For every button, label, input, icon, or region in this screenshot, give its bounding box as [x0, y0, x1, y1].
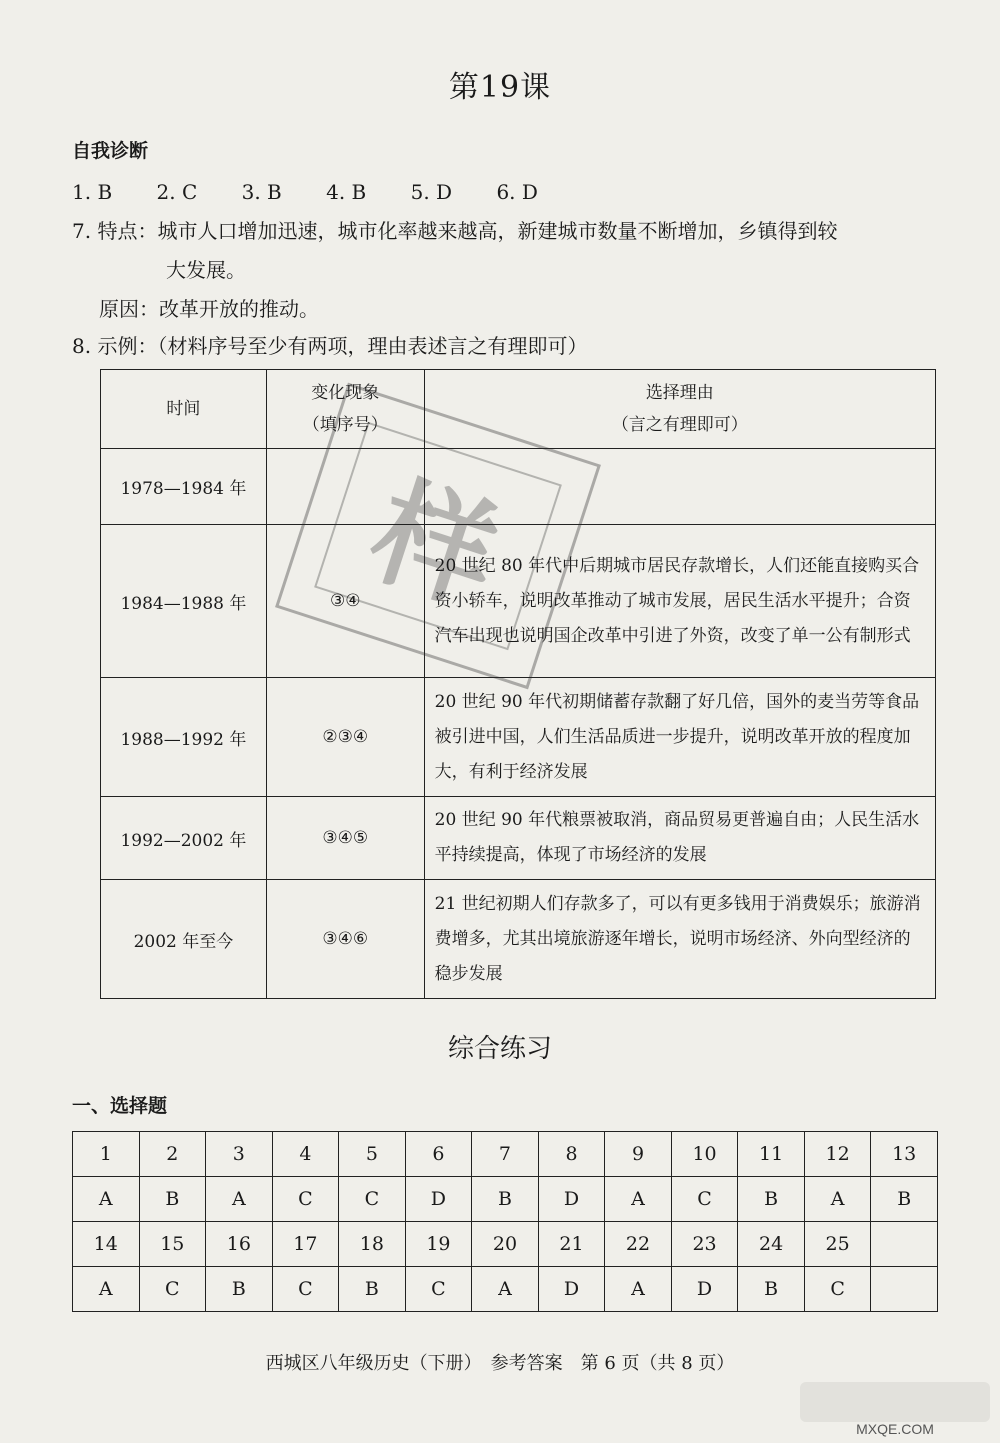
header-change-line1: 变化现象	[311, 383, 380, 403]
row-nums: ③④⑥	[266, 880, 424, 999]
answer-cell: C	[272, 1267, 339, 1312]
question-number-cell: 12	[804, 1132, 871, 1177]
question-number-cell: 6	[405, 1132, 472, 1177]
page-footer: 西城区八年级历史（下册） 参考答案 第 6 页（共 8 页）	[265, 1353, 735, 1374]
question-number-cell: 8	[538, 1132, 605, 1177]
row-nums: ③④⑤	[266, 797, 424, 880]
answer-cell: B	[139, 1177, 206, 1222]
answer-cell: A	[206, 1177, 273, 1222]
row-reason: 20 世纪 80 年代中后期城市居民存款增长，人们还能直接购买合资小轿车，说明改革推动了城市发展，居民生活水平提升；合资汽车出现也说明国企改革中引进了外资，改变了单一公有制形式	[424, 525, 935, 678]
stamp-text: 样	[314, 422, 562, 651]
answer-cell: B	[738, 1267, 805, 1312]
question-number-cell: 17	[272, 1222, 339, 1267]
question-number-cell: 15	[139, 1222, 206, 1267]
answer-cell: A	[73, 1267, 140, 1312]
question-number-cell: 18	[339, 1222, 406, 1267]
question-number-cell: 1	[73, 1132, 140, 1177]
question-number-cell: 11	[738, 1132, 805, 1177]
answer-cell: C	[339, 1177, 406, 1222]
answer-row	[73, 1177, 938, 1222]
answer-cell: D	[538, 1177, 605, 1222]
question-number-cell: 21	[538, 1222, 605, 1267]
mc-answer: 2. C	[156, 180, 198, 204]
row-reason: 21 世纪初期人们存款多了，可以有更多钱用于消费娱乐；旅游消费增多，尤其出境旅游逐年增长，说明市场经济、外向型经济的稳步发展	[424, 880, 935, 999]
q7-line1: 7. 特点：城市人口增加迅速，城市化率越来越高，新建城市数量不断增加，乡镇得到较	[72, 219, 838, 243]
answer-cell: A	[605, 1267, 672, 1312]
row-nums: ③④	[266, 525, 424, 678]
answer-cell: C	[139, 1267, 206, 1312]
table-row	[101, 880, 936, 999]
choice-answer-table	[72, 1131, 938, 1312]
question-number-cell: 24	[738, 1222, 805, 1267]
question-number-cell: 5	[339, 1132, 406, 1177]
mc-answer: 3. B	[241, 180, 282, 204]
header-time: 时间	[101, 370, 267, 449]
answer-cell	[871, 1267, 938, 1312]
answer-cell: C	[671, 1177, 738, 1222]
answer-cell: A	[804, 1177, 871, 1222]
header-reason-line2: （言之有理即可）	[611, 415, 748, 435]
question-number-row	[73, 1222, 938, 1267]
question-number-cell: 20	[472, 1222, 539, 1267]
row-reason: 20 世纪 90 年代粮票被取消，商品贸易更普遍自由；人民生活水平持续提高，体现了市场经济的发展	[424, 797, 935, 880]
answer-cell: D	[405, 1177, 472, 1222]
question-number-cell: 3	[206, 1132, 273, 1177]
answer-cell: B	[738, 1177, 805, 1222]
question-number-cell: 13	[871, 1132, 938, 1177]
watermark-logo	[800, 1382, 990, 1438]
answer-cell: D	[538, 1267, 605, 1312]
mc-answer: 6. D	[496, 180, 538, 204]
table-header-row	[101, 370, 936, 449]
row-time: 1978—1984 年	[101, 449, 267, 525]
section-title: 综合练习	[447, 1034, 552, 1064]
question-number-cell: 2	[139, 1132, 206, 1177]
row-time: 1992—2002 年	[101, 797, 267, 880]
answer-cell: C	[804, 1267, 871, 1312]
answer-cell: B	[206, 1267, 273, 1312]
answer-cell: A	[605, 1177, 672, 1222]
watermark-text: MXQE.COM	[856, 1421, 934, 1437]
row-time: 2002 年至今	[101, 880, 267, 999]
header-change-line2: （填序号）	[302, 415, 388, 435]
watermark-bg	[800, 1382, 990, 1422]
question-number-cell: 10	[671, 1132, 738, 1177]
row-nums: ②③④	[266, 678, 424, 797]
question-number-cell: 14	[73, 1222, 140, 1267]
choice-section-heading: 一、选择题	[72, 1095, 168, 1117]
row-reason: 20 世纪 90 年代初期储蓄存款翻了好几倍，国外的麦当劳等食品被引进中国，人们生活品质进一步提升，说明改革开放的程度加大，有利于经济发展	[424, 678, 935, 797]
question-number-cell: 22	[605, 1222, 672, 1267]
answer-row	[73, 1267, 938, 1312]
question-number-cell: 25	[804, 1222, 871, 1267]
question-number-cell	[871, 1222, 938, 1267]
question-number-row	[73, 1132, 938, 1177]
self-diagnosis-heading: 自我诊断	[72, 140, 149, 162]
question-number-cell: 19	[405, 1222, 472, 1267]
q8-instruction: 8. 示例：（材料序号至少有两项，理由表述言之有理即可）	[72, 334, 588, 358]
answer-cell: A	[73, 1177, 140, 1222]
answer-cell: B	[472, 1177, 539, 1222]
q7-reason: 原因：改革开放的推动。	[99, 297, 319, 321]
answer-cell: C	[272, 1177, 339, 1222]
question-number-cell: 9	[605, 1132, 672, 1177]
row-time: 1988—1992 年	[101, 678, 267, 797]
mc-answers	[72, 176, 576, 208]
answer-cell: C	[405, 1267, 472, 1312]
mc-answer: 5. D	[410, 180, 453, 204]
answer-cell: B	[339, 1267, 406, 1312]
question-number-cell: 23	[671, 1222, 738, 1267]
mc-answer: 1. B	[72, 180, 113, 204]
lesson-title: 第19课	[448, 70, 552, 105]
question-number-cell: 4	[272, 1132, 339, 1177]
answer-cell: B	[871, 1177, 938, 1222]
answer-cell: D	[671, 1267, 738, 1312]
question-number-cell: 16	[206, 1222, 273, 1267]
table-row	[101, 797, 936, 880]
row-time: 1984—1988 年	[101, 525, 267, 678]
question-number-cell: 7	[472, 1132, 539, 1177]
answer-cell: A	[472, 1267, 539, 1312]
q7-line2: 大发展。	[166, 258, 246, 282]
header-reason-line1: 选择理由	[645, 383, 714, 403]
mc-answer: 4. B	[326, 180, 367, 204]
table-row	[101, 678, 936, 797]
